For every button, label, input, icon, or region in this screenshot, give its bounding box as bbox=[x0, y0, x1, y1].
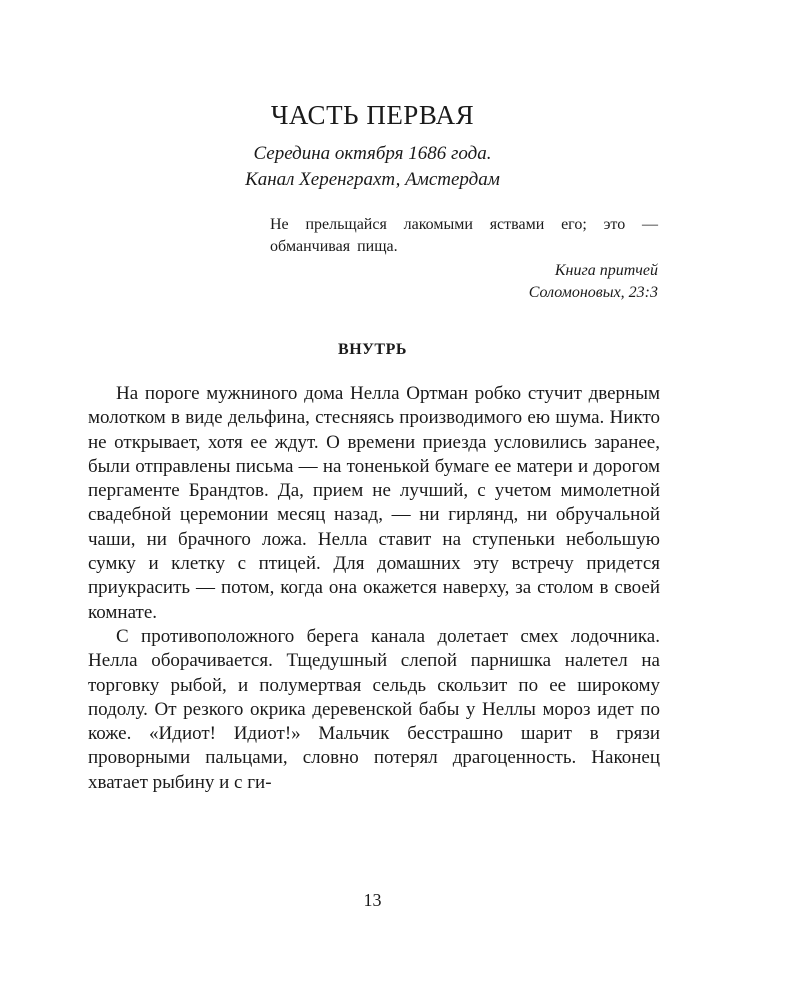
page-number: 13 bbox=[363, 890, 382, 910]
epigraph bbox=[270, 214, 658, 304]
epigraph-source-book: Книга притчей bbox=[554, 262, 658, 279]
part-title: ЧАСТЬ ПЕРВАЯ bbox=[270, 100, 475, 130]
body-text bbox=[88, 382, 660, 795]
setting-place: Канал Херенграхт, Амстердам bbox=[245, 169, 500, 190]
paragraph: С противоположного берега канала долетает смех лодочника. Нелла оборачивается. Тщедушный слепой парнишка налетел на торговку рыбой, и полумертвая сельдь скользит по ее широкому подолу. От резкого окрика деревенской бабы у Неллы мороз идет по коже. «Идиот! Идиот!» Мальчик бесстрашно шарит в грязи проворными пальцами, словно потерял драгоценность. Наконец хватает рыбину и с ги- bbox=[88, 625, 660, 793]
epigraph-source bbox=[270, 260, 658, 304]
setting-subtitle bbox=[0, 141, 745, 193]
paragraph: На пороге мужниного дома Нелла Ортман робко стучит дверным молотком в виде дельфина, стесняясь производимого ею шума. Никто не открывает, хотя ее ждут. О времени приезда условились заранее, были отправлены письма — на тоненькой бумаге ее матери и дорогом пергаменте Брандтов. Да, прием не лучший, с учетом мимолетной свадебной церемонии месяц назад, — ни гирлянд, ни обручальной чаши, ни брачного ложа. Нелла ставит на ступеньки небольшую сумку и клетку с птицей. Для домашних эту встречу придется приукрасить — потом, когда она окажется наверху, за столом в своей комнате. bbox=[88, 383, 660, 623]
epigraph-text: Не прельщайся лакомыми яствами его; это — обманчивая пища. bbox=[270, 216, 658, 255]
setting-date: Середина октября 1686 года. bbox=[253, 143, 492, 164]
epigraph-source-ref: Соломоновых, 23:3 bbox=[528, 284, 658, 301]
chapter-title: ВНУТРЬ bbox=[338, 341, 407, 358]
